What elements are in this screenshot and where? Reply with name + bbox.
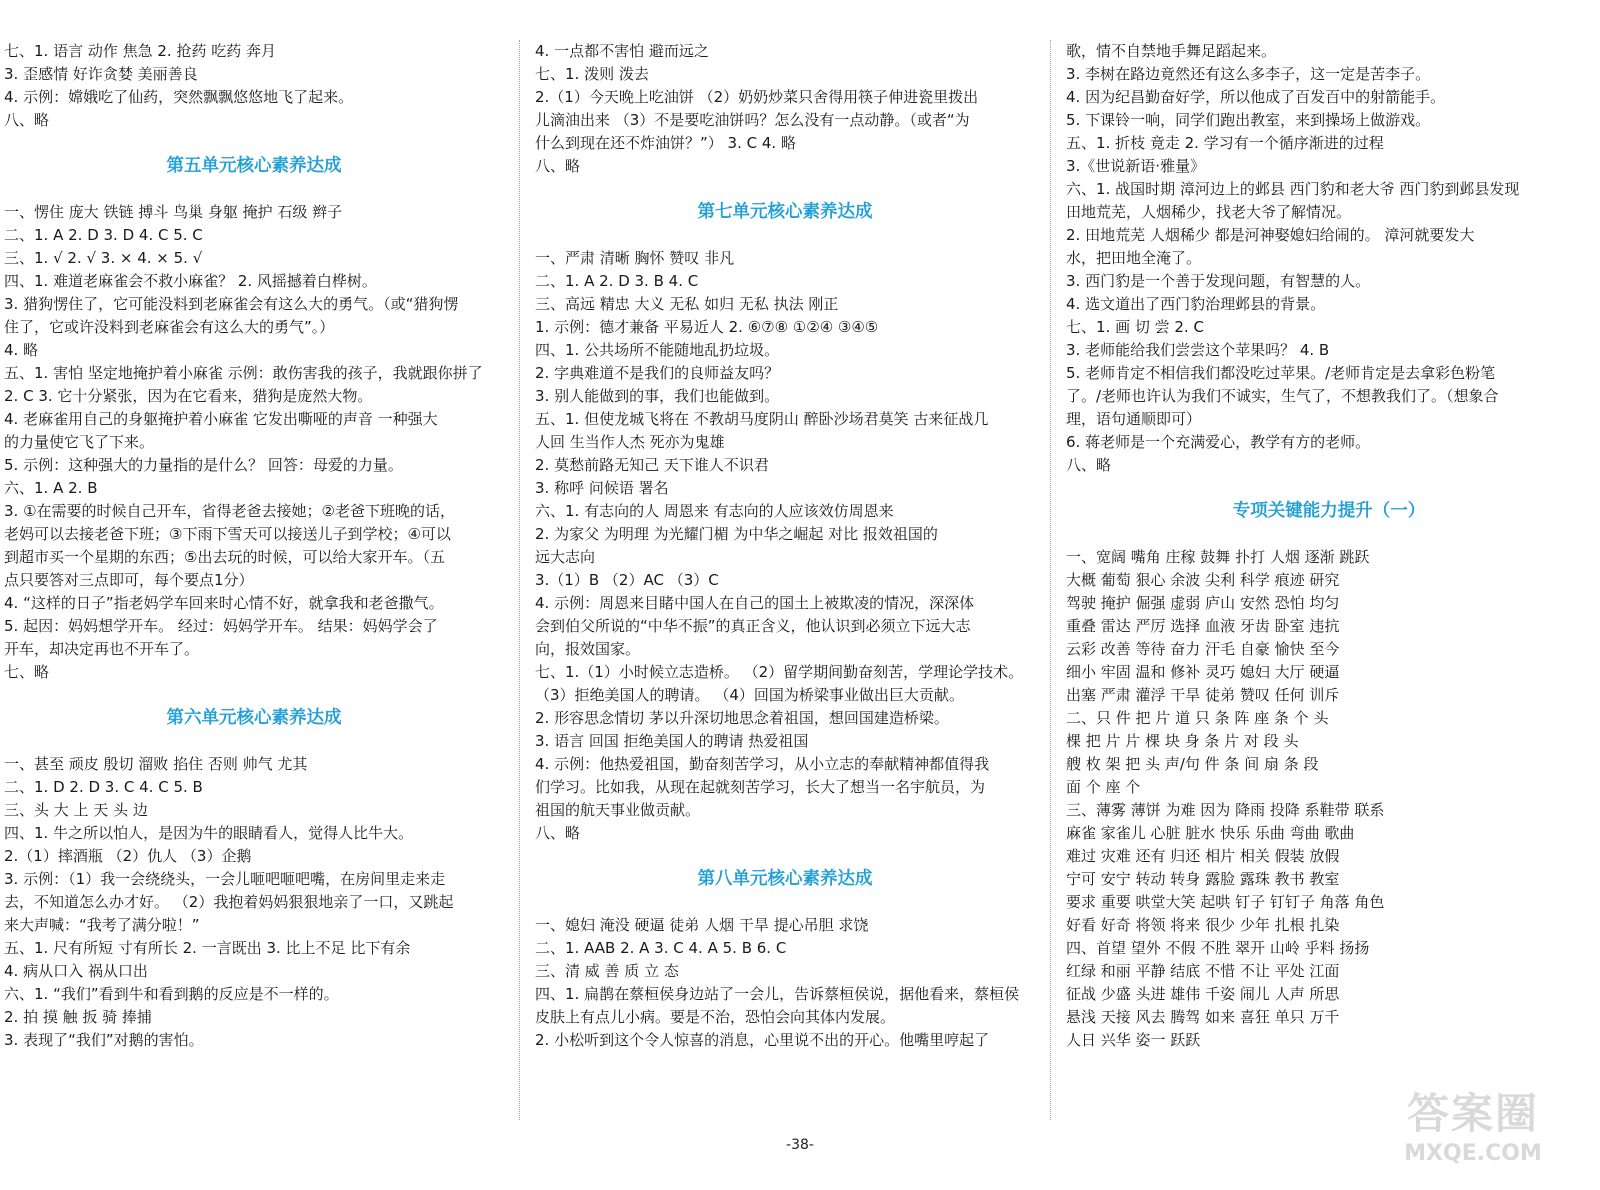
answer-line: 儿滴油出来 （3）不是要吃油饼吗？怎么没有一点动静。（或者“为 [535,111,970,129]
answer-line: 七、1. 画 切 尝 2. C [1066,318,1204,336]
answer-column-middle [535,40,1035,1052]
answer-line: 5. 示例：这种强大的力量指的是什么？ 回答：母爱的力量。 [4,456,403,474]
answer-line: 2. 拍 摸 触 扳 骑 捧捕 [4,1008,152,1026]
answer-line: 3. 歪感情 好诈贪婪 美丽善良 [4,65,198,83]
answer-line: 人回 生当作人杰 死亦为鬼雄 [535,433,725,451]
answer-line: 征战 少盛 头进 雄伟 千姿 闹儿 人声 所思 [1066,985,1340,1003]
answer-line: 二、1. AAB 2. A 3. C 4. A 5. B 6. C [535,939,787,957]
answer-line: 四、1. 难道老麻雀会不救小麻雀？ 2. 风摇撼着白桦树。 [4,272,377,290]
answer-line: 到超市买一个星期的东西；⑤出去玩的时候，可以给大家开车。（五 [4,548,445,566]
answer-line: 五、1. 折枝 竟走 2. 学习有一个循序渐进的过程 [1066,134,1384,152]
answer-line: 八、略 [535,157,581,175]
section-heading: 第七单元核心素养达成 [697,202,873,222]
answer-line: 八、略 [4,111,50,129]
answer-line: 棵 把 片 片 棵 块 身 条 片 对 段 头 [1066,732,1299,750]
answer-line: 麻雀 家雀儿 心脏 脏水 快乐 乐曲 弯曲 歌曲 [1066,824,1355,842]
answer-line: 红绿 和丽 平静 结底 不惜 不让 平处 江面 [1066,962,1340,980]
answer-line: 五、1. 尺有所短 寸有所长 2. 一言既出 3. 比上不足 比下有余 [4,939,411,957]
answer-line: 3.《世说新语·雅量》 [1066,157,1206,175]
answer-line: 三、清 威 善 质 立 态 [535,962,679,980]
answer-line: 三、1. √ 2. √ 3. × 4. × 5. √ [4,249,203,267]
answer-line: 重叠 雷达 严厉 选择 血液 牙齿 卧室 违抗 [1066,617,1340,635]
answer-line: 六、1. 战国时期 漳河边上的邺县 西门豹和老大爷 西门豹到邺县发现 [1066,180,1520,198]
answer-line: 面 个 座 个 [1066,778,1141,796]
answer-line: 悬浅 天接 风去 腾驾 如来 喜狂 单只 万千 [1066,1008,1340,1026]
answer-line: 要求 重要 哄堂大笑 起哄 钉子 钉钉子 角落 角色 [1066,893,1385,911]
answer-line: 2. 小松听到这个令人惊喜的消息，心里说不出的开心。他嘴里哼起了 [535,1031,990,1049]
answer-line: 驾驶 掩护 倔强 虚弱 庐山 安然 恐怕 均匀 [1066,594,1340,612]
answer-line: 什么到现在还不炸油饼？”） 3. C 4. 略 [535,134,796,152]
answer-line: 2. C 3. 它十分紧张，因为在它看来，猎狗是庞然大物。 [4,387,373,405]
section-heading: 第八单元核心素养达成 [697,869,873,889]
answer-line: 大概 葡萄 狠心 余波 尖利 科学 痕迹 研究 [1066,571,1340,589]
answer-line: 2. 莫愁前路无知己 天下谁人不识君 [535,456,769,474]
answer-line: 住了，它或许没料到老麻雀会有这么大的勇气”。） [4,318,335,336]
answer-line: 5. 下课铃一响，同学们跑出教室，来到操场上做游戏。 [1066,111,1431,129]
answer-line: 4. 示例：他热爱祖国，勤奋刻苦学习，从小立志的奉献精神都值得我 [535,755,990,773]
answer-line: 七、1. 泼则 泼去 [535,65,649,83]
answer-line: 出塞 严肃 灌浮 干旱 徒弟 赞叹 任何 训斥 [1066,686,1340,704]
answer-line: 六、1. “我们”看到牛和看到鹅的反应是不一样的。 [4,985,339,1003]
answer-column-right [1066,40,1592,1052]
answer-line: 六、1. A 2. B [4,479,98,497]
answer-line: 2.（1）今天晚上吃油饼 （2）奶奶炒菜只舍得用筷子伸进瓷里拨出 [535,88,979,106]
answer-line: 4. 因为纪昌勤奋好学，所以他成了百发百中的射箭能手。 [1066,88,1446,106]
answer-line: 七、1. 语言 动作 焦急 2. 抢药 吃药 奔月 [4,42,277,60]
answer-line: 3. 老师能给我们尝尝这个苹果吗？ 4. B [1066,341,1330,359]
page-number: -38- [786,1137,814,1153]
answer-line: 的力量使它飞了下来。 [4,433,155,451]
answer-line: 们学习。比如我，从现在起就刻苦学习，长大了想当一名宇航员，为 [535,778,986,796]
answer-line: 三、高远 精忠 大义 无私 如归 无私 执法 刚正 [535,295,839,313]
answer-line: 田地荒芜，人烟稀少，找老大爷了解情况。 [1066,203,1352,221]
answer-line: 2. 形容思念情切 茅以升深切地思念着祖国，想回国建造桥梁。 [535,709,949,727]
answer-line: 老妈可以去接老爸下班；③下雨下雪天可以接送儿子到学校；④可以 [4,525,451,543]
answer-line: 细小 牢固 温和 修补 灵巧 媳妇 大厅 硬逼 [1066,663,1340,681]
answer-line: 七、1.（1）小时候立志造桥。 （2）留学期间勤奋刻苦，学理论学技术。 [535,663,1024,681]
watermark-logo [1368,1088,1578,1178]
answer-line: 2. 为家父 为明理 为光耀门楣 为中华之崛起 对比 报效祖国的 [535,525,938,543]
answer-line: 一、愣住 庞大 铁链 搏斗 鸟巢 身躯 掩护 石级 辫子 [4,203,343,221]
answer-line: 3. 李树在路边竟然还有这么多李子，这一定是苦李子。 [1066,65,1431,83]
answer-line: 3. ①在需要的时候自己开车，省得老爸去接她；②老爸下班晚的话， [4,502,455,520]
answer-line: 四、首望 望外 不假 不胜 翠开 山岭 乎料 扬扬 [1066,939,1370,957]
answer-line: 3.（1）B （2）AC （3）C [535,571,719,589]
answer-line: 4. “这样的日子”指老妈学车回来时心情不好，就拿我和老爸撒气。 [4,594,444,612]
answer-line: 二、1. A 2. D 3. D 4. C 5. C [4,226,203,244]
answer-line: 5. 起因：妈妈想学开车。 经过：妈妈学开车。 结果：妈妈学会了 [4,617,438,635]
answer-line: 3. 西门豹是一个善于发现问题，有智慧的人。 [1066,272,1371,290]
answer-line: 四、1. 牛之所以怕人，是因为牛的眼睛看人，觉得人比牛大。 [4,824,414,842]
answer-line: 2.（1）摔酒瓶 （2）仇人 （3）企鹅 [4,847,252,865]
answer-line: 2. 田地荒芜 人烟稀少 都是河神娶媳妇给闹的。 漳河就要发大 [1066,226,1475,244]
answer-line: 四、1. 公共场所不能随地乱扔垃圾。 [535,341,780,359]
watermark-text: 答案圈 [1406,1089,1539,1138]
watermark-url: MXQE.COM [1404,1141,1542,1166]
answer-line: 宁可 安宁 转动 转身 露脸 露珠 教书 教室 [1066,870,1340,888]
answer-line: 4. 一点都不害怕 避而远之 [535,42,709,60]
column-divider [519,40,520,1120]
answer-line: （3）拒绝美国人的聘请。 （4）回国为桥梁事业做出巨大贡献。 [535,686,964,704]
answer-line: 人日 兴华 姿一 跃跃 [1066,1031,1201,1049]
answer-line: 五、1. 但使龙城飞将在 不教胡马度阴山 醉卧沙场君莫笑 古来征战几 [535,410,989,428]
answer-line: 祖国的航天事业做贡献。 [535,801,701,819]
answer-line: 1. 示例：德才兼备 平易近人 2. ⑥⑦⑧ ①②④ ③④⑤ [535,318,879,336]
answer-line: 4. 示例：周恩来目睹中国人在自己的国土上被欺凌的情况，深深体 [535,594,975,612]
answer-line: 二、1. A 2. D 3. B 4. C [535,272,699,290]
answer-line: 开车，却决定再也不开车了。 [4,640,200,658]
answer-line: 点只要答对三点即可，每个要点1分） [4,571,254,589]
answer-line: 一、甚至 顽皮 殷切 溜败 掐住 否则 帅气 尤其 [4,755,308,773]
answer-line: 水，把田地全淹了。 [1066,249,1202,267]
answer-line: 七、略 [4,663,50,681]
answer-line: 去，不知道怎么办才好。 （2）我抱着妈妈狠狠地亲了一口，又跳起 [4,893,454,911]
answer-line: 八、略 [1066,456,1112,474]
answer-line: 皮肤上有点儿小病。要是不治，恐怕会向其体内发展。 [535,1008,896,1026]
answer-line: 4. 示例：嫦娥吃了仙药，突然飘飘悠悠地飞了起来。 [4,88,354,106]
answer-line: 六、1. 有志向的人 周恩来 有志向的人应该效仿周恩来 [535,502,894,520]
answer-line: 3. 语言 回国 拒绝美国人的聘请 热爱祖国 [535,732,809,750]
answer-line: 3. 猎狗愣住了，它可能没料到老麻雀会有这么大的勇气。（或“猎狗愣 [4,295,459,313]
answer-line: 来大声喊：“我考了满分啦！” [4,916,200,934]
section-heading: 专项关键能力提升（一） [1232,501,1426,521]
answer-line: 4. 病从口入 祸从口出 [4,962,148,980]
answer-line: 五、1. 害怕 坚定地掩护着小麻雀 示例：敢伤害我的孩子，我就跟你拼了 [4,364,483,382]
answer-line: 歌，情不自禁地手舞足蹈起来。 [1066,42,1277,60]
section-heading: 第五单元核心素养达成 [166,156,342,176]
answer-line: 4. 略 [4,341,39,359]
answer-line: 2. 字典难道不是我们的良师益友吗？ [535,364,780,382]
answer-line: 3. 示例：（1）我一会绕绕头，一会儿咂吧咂吧嘴，在房间里走来走 [4,870,446,888]
answer-line: 八、略 [535,824,581,842]
column-divider [1050,40,1051,1120]
answer-line: 二、只 件 把 片 道 只 条 阵 座 条 个 头 [1066,709,1329,727]
answer-line: 一、媳妇 淹没 硬逼 徒弟 人烟 干旱 提心吊胆 求饶 [535,916,869,934]
answer-line: 4. 选文道出了西门豹治理邺县的背景。 [1066,295,1326,313]
answer-line: 了。/老师也许认为我们不诚实，生气了，不想教我们了。（想象合 [1066,387,1499,405]
answer-line: 6. 蒋老师是一个充满爱心，教学有方的老师。 [1066,433,1371,451]
answer-line: 云彩 改善 等待 奋力 汗毛 自豪 愉快 至今 [1066,640,1340,658]
answer-line: 4. 老麻雀用自己的身躯掩护着小麻雀 它发出嘶哑的声音 一种强大 [4,410,438,428]
answer-line: 会到伯父所说的“中华不振”的真正含义，他认识到必须立下远大志 [535,617,971,635]
answer-line: 理，语句通顺即可） [1066,410,1202,428]
answer-line: 三、头 大 上 天 头 边 [4,801,148,819]
answer-line: 好看 好奇 将领 将来 很少 少年 扎根 扎染 [1066,916,1340,934]
answer-line: 3. 表现了“我们”对鹅的害怕。 [4,1031,204,1049]
answer-line: 一、严肃 清晰 胸怀 赞叹 非凡 [535,249,735,267]
answer-column-left [4,40,504,1052]
answer-line: 四、1. 扁鹊在蔡桓侯身边站了一会儿，告诉蔡桓侯说，据他看来，蔡桓侯 [535,985,1020,1003]
answer-line: 3. 称呼 问候语 署名 [535,479,669,497]
answer-line: 艘 枚 架 把 头 声/句 件 条 间 扇 条 段 [1066,755,1319,773]
answer-line: 向，报效国家。 [535,640,641,658]
answer-line: 三、薄雾 薄饼 为难 因为 降雨 投降 系鞋带 联系 [1066,801,1385,819]
answer-line: 一、宽阔 嘴角 庄稼 鼓舞 扑打 人烟 逐渐 跳跃 [1066,548,1370,566]
answer-line: 难过 灾难 还有 归还 相片 相关 假装 放假 [1066,847,1340,865]
answer-line: 远大志向 [535,548,596,566]
section-heading: 第六单元核心素养达成 [166,708,342,728]
answer-line: 3. 别人能做到的事，我们也能做到。 [535,387,780,405]
answer-line: 5. 老师肯定不相信我们都没吃过苹果。/老师肯定是去拿彩色粉笔 [1066,364,1496,382]
answer-line: 二、1. D 2. D 3. C 4. C 5. B [4,778,203,796]
